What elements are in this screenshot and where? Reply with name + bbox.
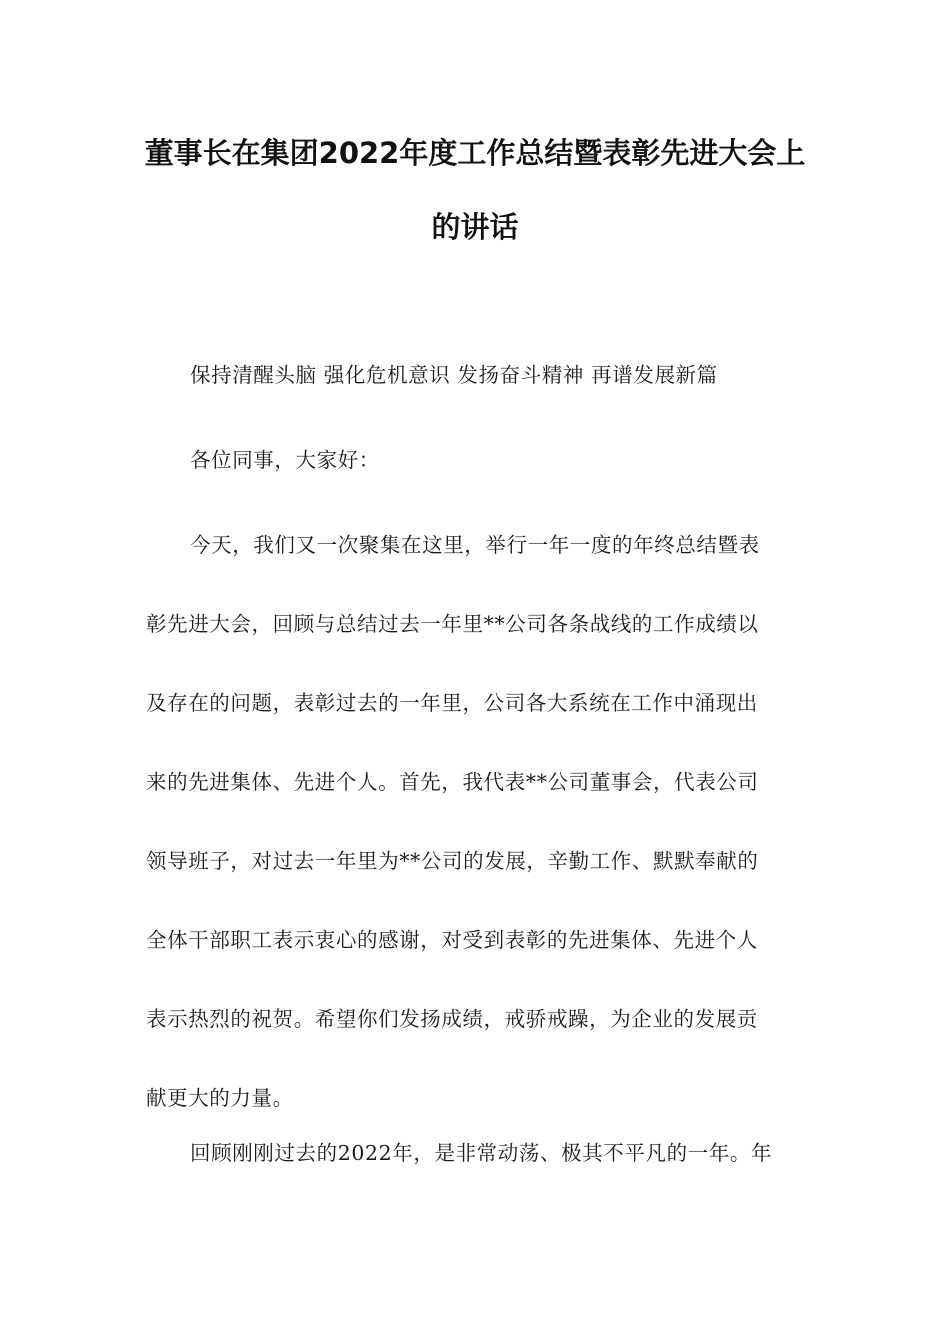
paragraph-1-line: 表示热烈的祝贺。希望你们发扬成绩，戒骄戒躁，为企业的发展贡 <box>146 1007 758 1031</box>
paragraph-1-line: 全体干部职工表示衷心的感谢，对受到表彰的先进集体、先进个人 <box>146 928 758 952</box>
paragraph-1-line: 彰先进大会，回顾与总结过去一年里**公司各条战线的工作成绩以 <box>146 612 759 636</box>
greeting <box>146 443 806 477</box>
paragraph-1-line: 今天，我们又一次聚集在这里，举行一年一度的年终总结暨表 <box>190 533 760 557</box>
paragraph-1-line: 来的先进集体、先进个人。首先，我代表**公司董事会，代表公司 <box>146 770 759 794</box>
speech-subtitle <box>146 358 806 392</box>
paragraph-1 <box>146 528 806 1160</box>
subtitle-text: 保持清醒头脑 强化危机意识 发扬奋斗精神 再谱发展新篇 <box>190 363 718 387</box>
paragraph-2-line: 回顾刚刚过去的2022年，是非常动荡、极其不平凡的一年。年 <box>190 1141 773 1165</box>
document-title-line-1: 董事长在集团2022年度工作总结暨表彰先进大会上 <box>144 136 806 170</box>
document-title-line-2: 的讲话 <box>431 210 519 244</box>
paragraph-1-line: 领导班子，对过去一年里为**公司的发展，辛勤工作、默默奉献的 <box>146 849 759 873</box>
paragraph-2 <box>146 1136 806 1170</box>
paragraph-1-line: 及存在的问题，表彰过去的一年里，公司各大系统在工作中涌现出 <box>146 691 758 715</box>
greeting-text: 各位同事，大家好： <box>190 448 380 472</box>
paragraph-1-line: 献更大的力量。 <box>146 1086 294 1110</box>
